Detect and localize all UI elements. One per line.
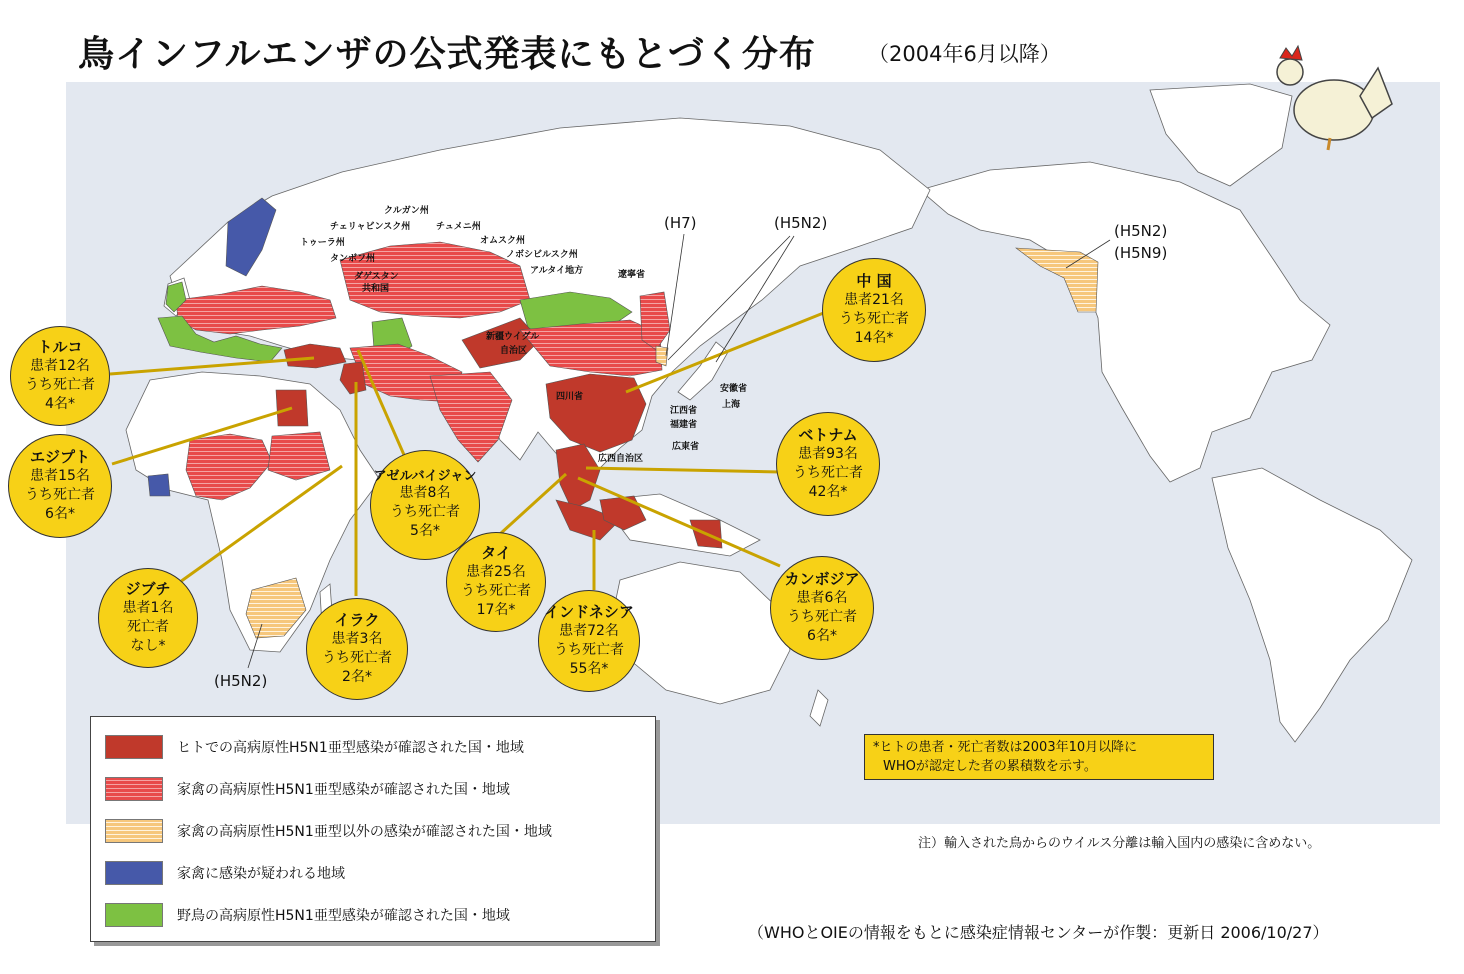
- legend-item-wild-bird: [105, 903, 510, 927]
- callout-vietnam-deaths: 42名*: [808, 484, 848, 500]
- callout-thailand-name: タイ: [481, 544, 511, 562]
- callout-turkey-name: トルコ: [37, 338, 83, 356]
- legend-swatch-poultry-other: [105, 819, 163, 843]
- legend-label-human: ヒトでの高病原性H5N1亜型感染が確認された国・地域: [177, 740, 524, 756]
- region-label-liaoning: 遼寧省: [618, 270, 646, 280]
- callout-indonesia-deaths-label: うち死亡者: [554, 642, 624, 658]
- region-label-altai: アルタイ地方: [530, 266, 584, 276]
- region-label-xinjiang: 新疆ウイグル: [486, 332, 540, 342]
- callout-vietnam-deaths-label: うち死亡者: [793, 465, 863, 481]
- region-label-shanghai: 上海: [722, 400, 741, 410]
- callout-egypt-deaths: 6名*: [45, 506, 75, 522]
- callout-iraq-deaths: 2名*: [342, 669, 372, 685]
- callout-china: [822, 258, 926, 362]
- region-label-tambov: タンボフ州: [330, 254, 376, 264]
- callout-cambodia-deaths: 6名*: [807, 628, 837, 644]
- callout-indonesia-patients: 患者72名: [559, 623, 619, 639]
- callout-indonesia-deaths: 55名*: [569, 661, 609, 677]
- map-legend: [90, 716, 656, 942]
- region-label-tyumen: チュメニ州: [436, 222, 481, 232]
- asterisk-note-line-1: *ヒトの患者・死亡者数は2003年10月以降に: [873, 740, 1138, 755]
- callout-thailand-deaths-label: うち死亡者: [461, 583, 531, 599]
- legend-label-poultry: 家禽の高病原性H5N1亜型感染が確認された国・地域: [177, 782, 510, 798]
- strain-label-h5n9-canada: (H5N9): [1114, 244, 1168, 262]
- callout-china-patients: 患者21名: [844, 292, 904, 308]
- legend-label-wild-bird: 野鳥の高病原性H5N1亜型感染が確認された国・地域: [177, 908, 510, 924]
- callout-turkey-patients: 患者12名: [30, 358, 90, 374]
- callout-iraq: [306, 598, 408, 700]
- callout-iraq-deaths-label: うち死亡者: [322, 650, 392, 666]
- callout-china-deaths-label: うち死亡者: [839, 311, 909, 327]
- callout-turkey-deaths-label: うち死亡者: [25, 377, 95, 393]
- region-label-kurgan: クルガン州: [384, 206, 429, 216]
- page-subtitle: （2004年6月以降）: [868, 42, 1061, 66]
- callout-egypt-name: エジプト: [29, 448, 90, 466]
- legend-swatch-human: [105, 735, 163, 759]
- asterisk-note-line-2: WHOが認定した者の累積数を示す。: [883, 759, 1097, 774]
- callout-thailand-patients: 患者25名: [466, 564, 526, 580]
- callout-azerbaijan-deaths-label: うち死亡者: [390, 504, 460, 520]
- callout-egypt-patients: 患者15名: [30, 468, 90, 484]
- callout-cambodia: [770, 556, 874, 660]
- area-cote-divoire-suspected: [148, 474, 170, 496]
- legend-item-suspected: [105, 861, 345, 885]
- callout-djibouti-patients: 患者1名: [122, 600, 174, 616]
- callout-china-name: 中 国: [856, 272, 892, 290]
- callout-vietnam: [776, 412, 880, 516]
- rooster-body: [1294, 80, 1374, 140]
- strain-label-h5n2-canada: (H5N2): [1114, 222, 1168, 240]
- callout-djibouti: [98, 568, 198, 668]
- callout-egypt: [8, 434, 112, 538]
- region-label-xinjiang-2: 自治区: [500, 346, 528, 356]
- callout-indonesia-name: インドネシア: [544, 603, 634, 621]
- legend-item-poultry: [105, 777, 510, 801]
- callout-vietnam-patients: 患者93名: [798, 446, 858, 462]
- asterisk-note: [864, 734, 1214, 780]
- legend-swatch-wild-bird: [105, 903, 163, 927]
- region-label-tula: トゥーラ州: [300, 238, 345, 248]
- legend-swatch-poultry: [105, 777, 163, 801]
- callout-cambodia-patients: 患者6名: [796, 590, 848, 606]
- callout-djibouti-deaths: なし*: [130, 638, 166, 654]
- legend-label-poultry-other: 家禽の高病原性H5N1亜型以外の感染が確認された国・地域: [177, 824, 552, 840]
- callout-djibouti-name: ジブチ: [125, 580, 171, 598]
- page-title: 鳥インフルエンザの公式発表にもとづく分布: [78, 34, 816, 75]
- region-label-dagestan: ダゲスタン: [354, 272, 399, 282]
- region-label-omsk: オムスク州: [480, 236, 526, 246]
- region-label-anhui: 安徽省: [720, 384, 748, 394]
- callout-indonesia: [538, 590, 640, 692]
- rooster-head: [1277, 59, 1303, 85]
- callout-vietnam-name: ベトナム: [798, 426, 858, 444]
- callout-cambodia-deaths-label: うち死亡者: [787, 609, 857, 625]
- import-footnote: 注）輸入された鳥からのウイルス分離は輸入国内の感染に含めない。: [918, 836, 1321, 851]
- callout-djibouti-deaths-label: 死亡者: [127, 619, 169, 635]
- callout-china-deaths: 14名*: [854, 330, 894, 346]
- callout-thailand-deaths: 17名*: [476, 602, 516, 618]
- region-label-guangdong: 広東省: [672, 442, 700, 452]
- callout-thailand: [446, 532, 546, 632]
- strain-label-h5n2-africa: (H5N2): [214, 672, 268, 690]
- callout-azerbaijan-deaths: 5名*: [410, 523, 440, 539]
- region-label-guangxi: 広西自治区: [598, 454, 644, 464]
- callout-egypt-deaths-label: うち死亡者: [25, 487, 95, 503]
- legend-label-suspected: 家禽に感染が疑われる地域: [177, 866, 345, 882]
- source-credit: （WHOとOIEの情報をもとに感染症情報センターが作製：更新日 2006/10/27）: [748, 923, 1329, 942]
- region-label-novosibirsk: ノボシビルスク州: [506, 250, 578, 260]
- legend-swatch-suspected: [105, 861, 163, 885]
- area-sudan-poultry: [268, 432, 330, 480]
- region-label-jiangxi: 江西省: [670, 406, 698, 416]
- region-label-sichuan: 四川省: [556, 392, 584, 402]
- callout-azerbaijan-name: アゼルバイジャン: [373, 469, 477, 484]
- legend-item-poultry-other: [105, 819, 552, 843]
- strain-label-h5n2-asia: (H5N2): [774, 214, 828, 232]
- region-label-fujian: 福建省: [670, 420, 698, 430]
- callout-cambodia-name: カンボジア: [784, 570, 860, 588]
- region-label-dagestan-2: 共和国: [362, 284, 390, 294]
- callout-iraq-name: イラク: [334, 611, 380, 629]
- region-label-chelyabinsk: チェリャビンスク州: [330, 222, 411, 232]
- callout-iraq-patients: 患者3名: [331, 631, 383, 647]
- callout-turkey-deaths: 4名*: [45, 396, 75, 412]
- callout-azerbaijan-patients: 患者8名: [399, 485, 451, 501]
- rooster-comb: [1280, 46, 1302, 60]
- legend-item-human: [105, 735, 524, 759]
- callout-turkey: [10, 326, 110, 426]
- strain-label-h7: (H7): [664, 214, 697, 232]
- rooster-leg: [1328, 138, 1330, 150]
